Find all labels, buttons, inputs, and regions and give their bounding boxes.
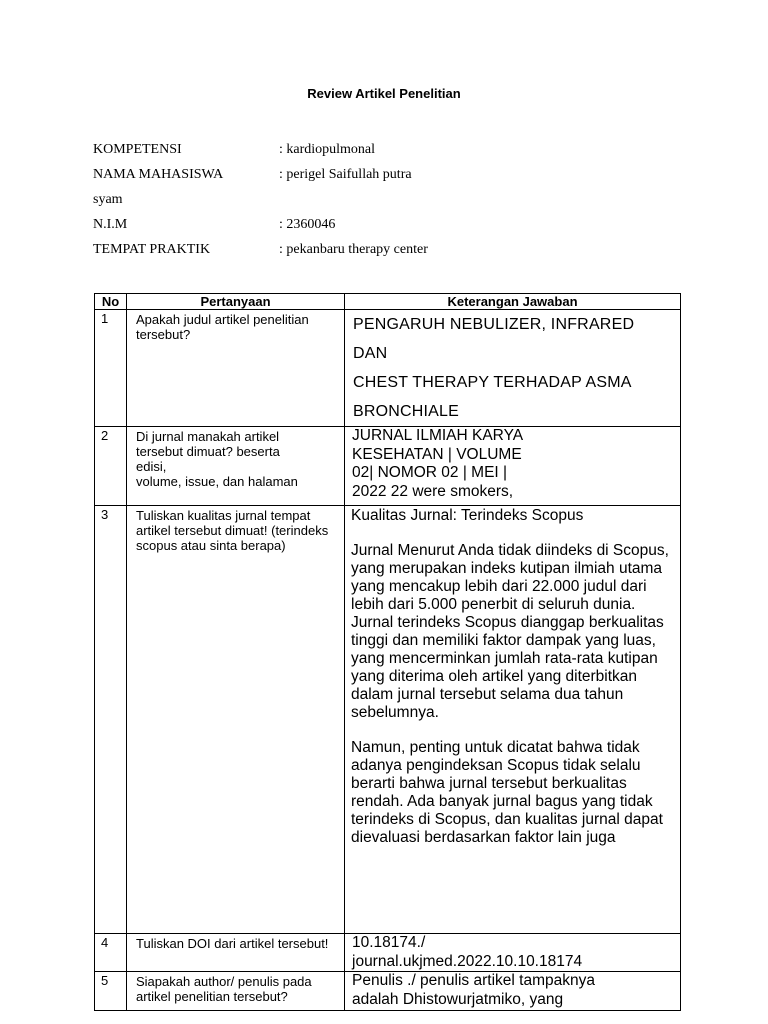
answer-line: 02| NOMOR 02 | MEI | (352, 464, 508, 481)
table-row (95, 506, 681, 934)
answer-line: BRONCHIALE (353, 403, 460, 420)
answer-line: Penulis ./ penulis artikel tampaknya (352, 972, 595, 989)
table-header-row (95, 294, 681, 310)
label-kompetensi: KOMPETENSI (93, 142, 182, 157)
document-title: Review Artikel Penelitian (307, 86, 461, 101)
answer-line: adalah Dhistowurjatmiko, yang (352, 990, 564, 1008)
value-kompetensi: : kardiopulmonal (279, 142, 376, 157)
answer-line: DAN (353, 345, 388, 362)
row-number: 4 (95, 934, 127, 972)
answer-line: journal.ukjmed.2022.10.10.18174 (352, 952, 583, 970)
value-nim: : 2360046 (279, 217, 336, 232)
label-tempat-praktik: TEMPAT PRAKTIK (93, 242, 211, 257)
label-nama-continuation: syam (93, 192, 123, 207)
table-row (95, 310, 681, 427)
label-nama-mahasiswa: NAMA MAHASISWA (93, 167, 224, 182)
question-line: Di jurnal manakah artikel (136, 429, 280, 444)
answer-line: JURNAL ILMIAH KARYA (352, 427, 524, 444)
row-answer (345, 972, 681, 1011)
table-row (95, 972, 681, 1011)
row-question: Tuliskan DOI dari artikel tersebut! (127, 934, 345, 972)
row-number: 3 (95, 506, 127, 934)
answer-line: 2022 22 were smokers, (352, 482, 514, 500)
answer-paragraph: Kualitas Jurnal: Terindeks Scopus (351, 507, 584, 524)
question-line: volume, issue, dan halaman (136, 474, 298, 489)
value-tempat-praktik: : pekanbaru therapy center (279, 242, 428, 257)
review-table (94, 293, 681, 1011)
label-nim: N.I.M (93, 217, 128, 232)
question-line: tersebut dimuat? beserta (136, 444, 280, 459)
answer-line: PENGARUH NEBULIZER, INFRARED (353, 316, 635, 333)
row-number: 2 (95, 427, 127, 506)
answer-paragraph: Namun, penting untuk dicatat bahwa tidak adanya pengindeksan Scopus tidak selalu berarti bahwa jurnal tersebut berkualitas rendah. Ada banyak jurnal bagus yang tidak terindeks di Scopus, dan kualitas jurnal dapat dievaluasi berdasarkan faktor lain juga (351, 739, 663, 846)
answer-line: KESEHATAN | VOLUME (352, 445, 522, 463)
row-question (127, 427, 345, 506)
answer-line: 10.18174./ (352, 934, 426, 951)
header-keterangan-jawaban: Keterangan Jawaban (345, 294, 681, 310)
answer-paragraph: Jurnal Menurut Anda tidak diindeks di Scopus, yang merupakan indeks kutipan ilmiah utama yang mencakup lebih dari 22.000 judul dari lebih dari 5.000 penerbit di seluruh dunia. Jurnal terindeks Scopus dianggap berkualitas tinggi dan memiliki faktor dampak yang luas, yang mencerminkan jumlah rata-rata kutipan yang diterima oleh artikel yang diterbitkan dalam jurnal tersebut selama dua tahun sebelumnya. (351, 542, 669, 721)
answer-line: CHEST THERAPY TERHADAP ASMA (353, 374, 632, 391)
table-row (95, 934, 681, 972)
table-row (95, 427, 681, 506)
row-answer (345, 427, 681, 506)
row-answer (345, 506, 681, 934)
row-number: 1 (95, 310, 127, 427)
row-number: 5 (95, 972, 127, 1011)
header-pertanyaan: Pertanyaan (127, 294, 345, 310)
row-answer (345, 310, 681, 427)
row-answer (345, 934, 681, 972)
row-question: Siapakah author/ penulis pada artikel penelitian tersebut? (127, 972, 345, 1011)
question-line: edisi, (136, 459, 167, 474)
row-question: Tuliskan kualitas jurnal tempat artikel tersebut dimuat! (terindeks scopus atau sinta berapa) (127, 506, 345, 934)
row-question: Apakah judul artikel penelitian tersebut? (127, 310, 345, 427)
value-nama-mahasiswa: : perigel Saifullah putra (279, 167, 412, 182)
header-no: No (95, 294, 127, 310)
